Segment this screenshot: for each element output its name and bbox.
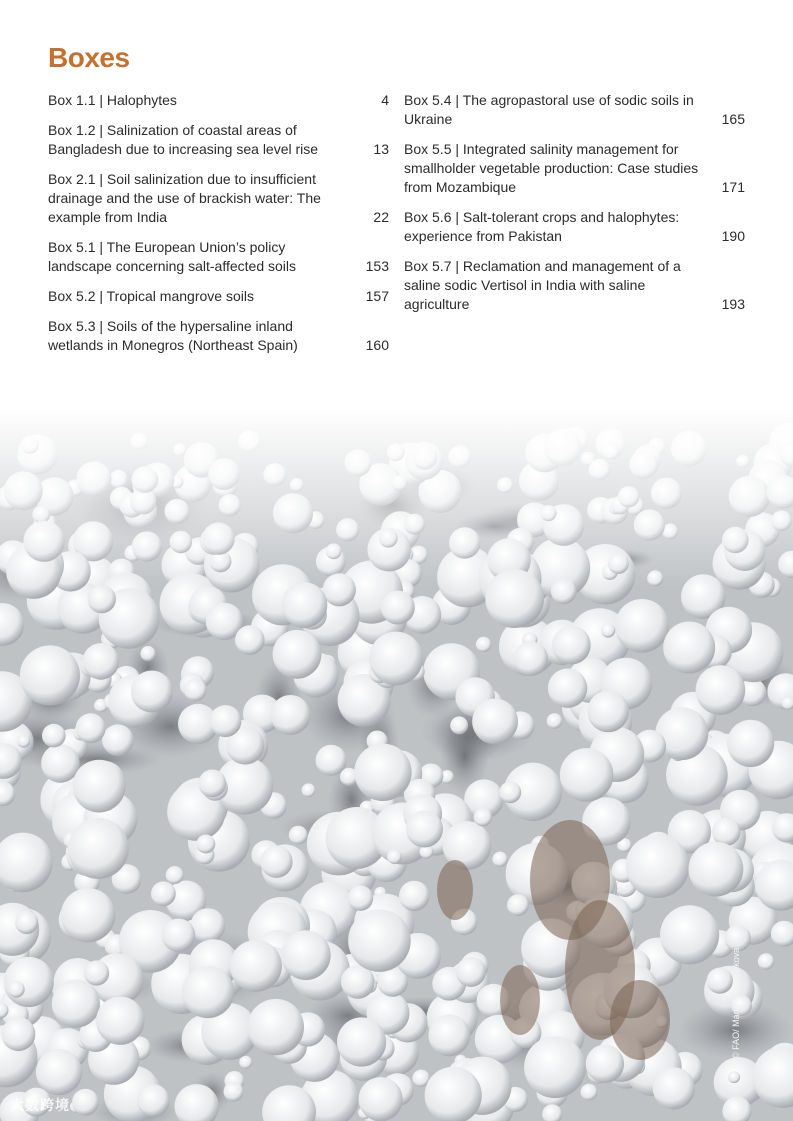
toc-entry[interactable] [48,170,389,227]
toc-entry[interactable] [48,287,389,306]
page-title: Boxes [48,42,130,73]
toc-entry-title: Box 5.3 | Soils of the hypersaline inland wetlands in Monegros (Northeast Spain) [48,318,298,353]
toc-entry-title: Box 1.1 | Halophytes [48,92,177,108]
toc-entry-title: Box 5.2 | Tropical mangrove soils [48,288,254,304]
toc-entry[interactable] [404,257,745,314]
toc-entry-page: 190 [721,228,745,244]
toc-entry[interactable] [48,121,389,159]
salt-crust-illustration [0,410,793,1121]
toc-entry-page: 153 [365,258,389,274]
toc-entry[interactable] [48,91,389,110]
toc-entry-title: Box 2.1 | Soil salinization due to insufficient drainage and the use of brackish water: The example from India [48,171,321,225]
toc-entry[interactable] [48,238,389,276]
toc-entry-page: 193 [721,296,745,312]
toc-entry-title: Box 5.5 | Integrated salinity management for smallholder vegetable production: Case studies from Mozambique [404,141,699,195]
toc-entry[interactable] [48,317,389,355]
toc-entry[interactable] [404,208,745,246]
watermark-logo: 大数跨境 [10,1098,70,1114]
toc-entry-title: Box 5.7 | Reclamation and management of a saline sodic Vertisol in India with saline agriculture [404,258,681,312]
toc-entry-title: Box 5.6 | Salt-tolerant crops and halophytes: experience from Pakistan [404,209,680,244]
salt-crust-photo [0,410,793,1121]
photo-credit: © FAO/ Maria Konyushkova [731,947,741,1059]
boxes-list-right [404,91,745,325]
toc-entry-page: 13 [373,141,389,157]
toc-entry-page: 165 [721,111,745,127]
toc-entry[interactable] [404,140,745,197]
toc-entry-title: Box 5.1 | The European Union’s policy landscape concerning salt-affected soils [48,239,297,274]
toc-entry-page: 171 [721,179,745,195]
toc-entry-title: Box 1.2 | Salinization of coastal areas of Bangladesh due to increasing sea level rise [48,122,319,157]
boxes-list-left [48,91,389,366]
toc-entry[interactable] [404,91,745,129]
toc-entry-page: 160 [365,337,389,353]
toc-entry-title: Box 5.4 | The agropastoral use of sodic soils in Ukraine [404,92,694,127]
toc-entry-page: 157 [365,288,389,304]
toc-entry-page: 4 [381,92,389,108]
toc-entry-page: 22 [373,209,389,225]
